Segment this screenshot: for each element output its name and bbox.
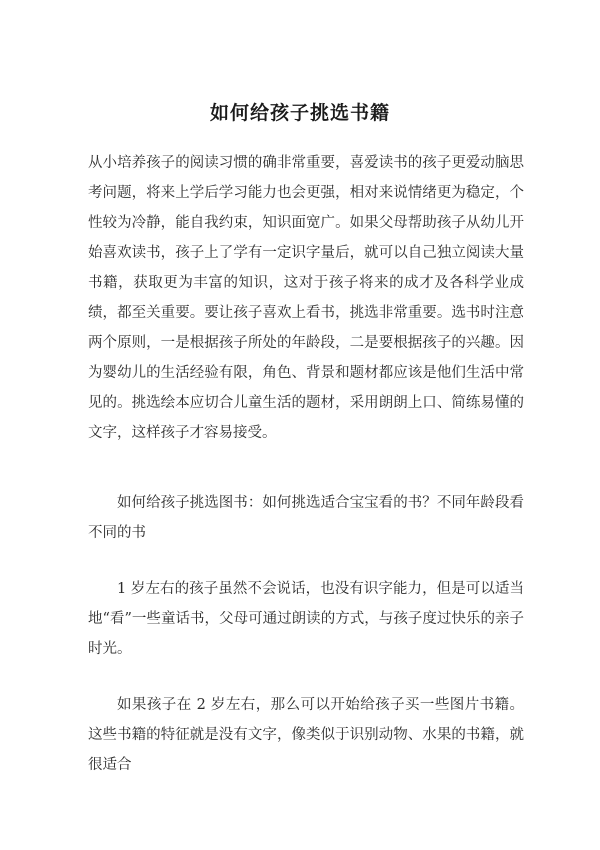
- paragraph-age-one: 1 岁左右的孩子虽然不会说话，也没有识字能力，但是可以适当地“看”一些童话书，父母可通过朗读的方式，与孩子度过快乐的亲子时光。: [88, 581, 524, 657]
- paragraph-subheading: 如何给孩子挑选图书：如何挑选适合宝宝看的书？不同年龄段看不同的书: [88, 495, 524, 541]
- paragraph-age-two: 如果孩子在 2 岁左右，那么可以开始给孩子买一些图片书籍。这些书籍的特征就是没有文字，像类似于识别动物、水果的书籍，就很适合: [88, 697, 524, 773]
- document-title: 如何给孩子挑选书籍: [209, 102, 390, 124]
- paragraph-intro: 从小培养孩子的阅读习惯的确非常重要，喜爱读书的孩子更爱动脑思考问题，将来上学后学习能力也会更强，相对来说情绪更为稳定，个性较为冷静，能自我约束，知识面宽广。如果父母帮助孩子从幼儿开始喜欢读书，孩子上了学有一定识字量后，就可以自己独立阅读大量书籍，获取更为丰富的知识，这对于孩子将来的成才及各科学业成绩，都至关重要。要让孩子喜欢上看书，挑选非常重要。选书时注意两个原则，一是根据孩子所处的年龄段，二是要根据孩子的兴趣。因为婴幼儿的生活经验有限，角色、背景和题材都应该是他们生活中常见的。挑选绘本应切合儿童生活的题材，采用朗朗上口、简练易懂的文字，这样孩子才容易接受。: [88, 155, 524, 441]
